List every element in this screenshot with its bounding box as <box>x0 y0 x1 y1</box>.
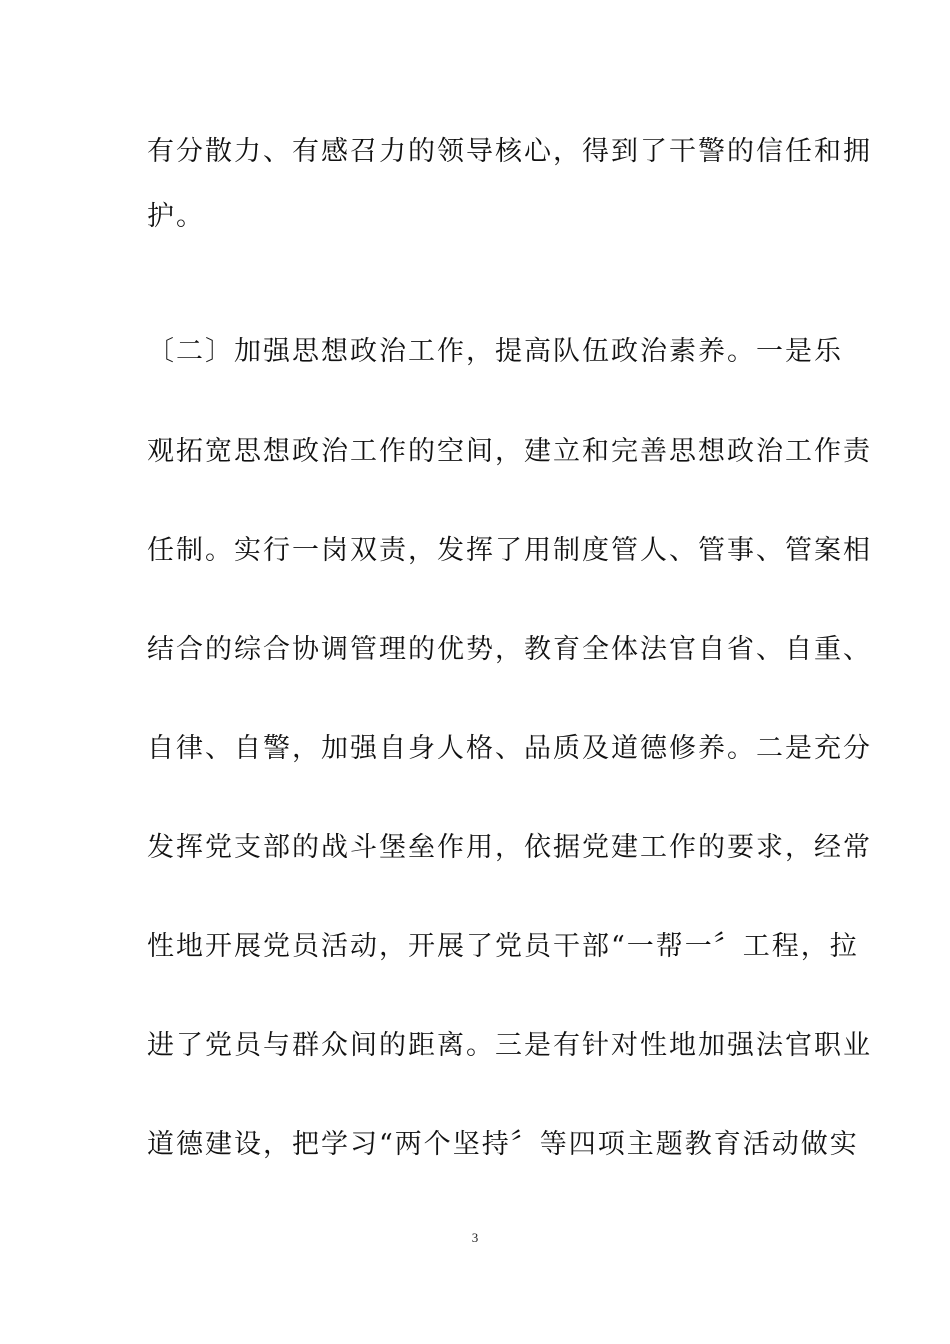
text-line: 护。 <box>147 201 205 232</box>
text-line: 发挥党支部的战斗堡垒作用，依据党建工作的要求，经常 <box>147 832 872 863</box>
text-line: 观拓宽思想政治工作的空间，建立和完善思想政治工作责 <box>147 436 872 467</box>
text-line: 结合的综合协调管理的优势，教育全体法官自省、自重、 <box>147 634 872 665</box>
text-line: 〔二〕加强思想政治工作，提高队伍政治素养。一是乐 <box>147 336 843 367</box>
text-line: 性地开展党员活动，开展了党员干部“一帮一〞工程，拉 <box>147 931 859 962</box>
text-line: 道德建设，把学习“两个坚持〞等四项主题教育活动做实 <box>147 1129 859 1160</box>
text-line: 自律、自警，加强自身人格、品质及道德修养。二是充分 <box>147 733 872 764</box>
text-line: 有分散力、有感召力的领导核心，得到了干警的信任和拥 <box>147 136 872 167</box>
text-line: 任制。实行一岗双责，发挥了用制度管人、管事、管案相 <box>147 535 872 566</box>
page-number: 3 <box>471 1230 479 1245</box>
text-line: 进了党员与群众间的距离。三是有针对性地加强法官职业 <box>147 1030 872 1061</box>
